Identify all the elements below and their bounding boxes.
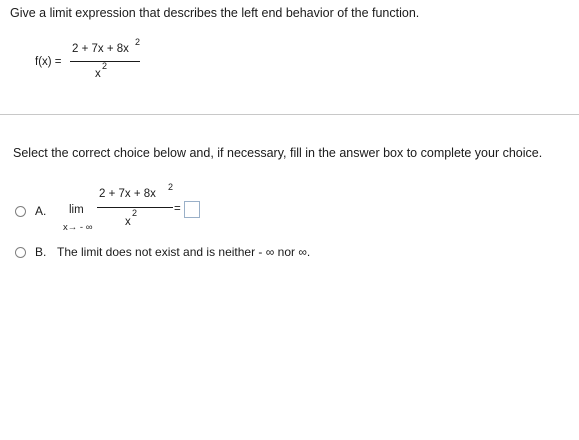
choice-b-radio[interactable] (15, 247, 26, 258)
function-numerator: 2 + 7x + 8x (72, 43, 129, 55)
choice-a-limit-label: lim (69, 204, 84, 216)
function-fraction (70, 38, 142, 88)
instruction-text: Select the correct choice below and, if necessary, fill in the answer box to complete your choice. (13, 146, 543, 160)
question-text: Give a limit expression that describes the left end behavior of the function. (10, 6, 420, 20)
choice-a-equals: = (174, 203, 181, 215)
choice-a-letter: A. (35, 204, 47, 218)
choice-b[interactable] (14, 242, 354, 262)
function-numerator-exponent: 2 (135, 37, 141, 47)
choice-b-text: The limit does not exist and is neither - ∞ nor ∞. (57, 245, 311, 259)
choice-a-denominator: x (125, 216, 131, 228)
section-divider (0, 114, 579, 115)
choice-a-fraction (97, 182, 173, 232)
choice-a-limit-subscript: x→ - ∞ (63, 222, 93, 233)
choice-b-letter: B. (35, 245, 47, 259)
function-label: f(x) = (35, 56, 62, 68)
choice-a-answer-box[interactable] (184, 201, 200, 218)
choice-a-numerator-exponent: 2 (168, 182, 174, 192)
function-denominator-exponent: 2 (102, 61, 108, 71)
function-denominator: x (95, 68, 101, 80)
choice-a-numerator: 2 + 7x + 8x (99, 188, 156, 200)
choice-a-radio[interactable] (15, 206, 26, 217)
choice-a-denominator-exponent: 2 (132, 208, 138, 218)
